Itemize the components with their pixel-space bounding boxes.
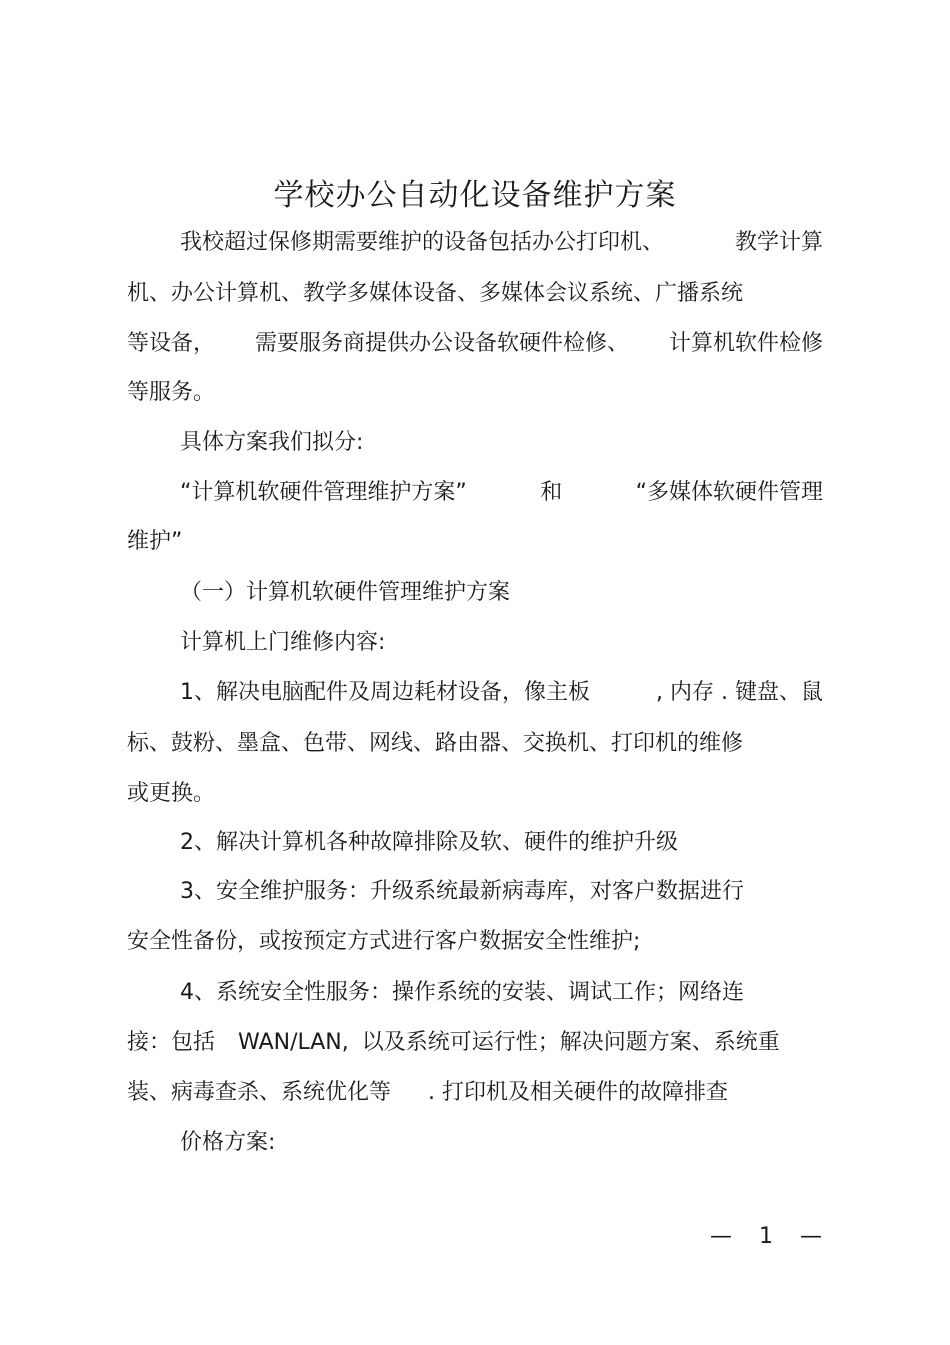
paragraph-plan-intro: 具体方案我们拟分:	[180, 430, 364, 455]
section-heading-1: （一）计算机软硬件管理维护方案	[180, 580, 511, 605]
paragraph-intro-line-2: 机、办公计算机、教学多媒体设备、多媒体会议系统、广播系统	[127, 281, 744, 306]
text-segment: . 打印机及相关硬件的故障排查	[428, 1080, 729, 1105]
text-segment: 需要服务商提供办公设备软硬件检修、	[254, 331, 629, 356]
text-segment: 装、病毒查杀、系统优化等	[127, 1080, 392, 1105]
text-segment: “多媒体软硬件管理	[635, 480, 823, 505]
item-3-line-1: 3、安全维护服务：升级系统最新病毒库，对客户数据进行	[180, 879, 744, 904]
paragraph-plan-names-line-1	[180, 478, 823, 508]
item-2: 2、解决计算机各种故障排除及软、硬件的维护升级	[180, 830, 678, 855]
page-number: — 1 —	[710, 1224, 832, 1249]
paragraph-intro-line-4: 等服务。	[127, 380, 216, 405]
text-segment: “计算机软硬件管理维护方案”	[180, 480, 467, 505]
text-segment: 教学计算	[734, 230, 823, 255]
text-segment: 计算机软件检修	[668, 331, 823, 356]
text-segment: WAN/LAN,	[238, 1030, 349, 1055]
text-segment: , 内存 . 键盘、鼠	[656, 680, 823, 705]
paragraph-plan-names-line-2: 维护”	[127, 529, 183, 554]
text-segment: 以及系统可运行性；解决问题方案、系统重	[361, 1030, 780, 1055]
paragraph-intro-line-1	[180, 228, 823, 258]
text-segment: 和	[540, 480, 563, 505]
item-1-line-3: 或更换。	[127, 781, 216, 806]
document-title: 学校办公自动化设备维护方案	[273, 178, 677, 213]
paragraph-pricing: 价格方案:	[180, 1130, 276, 1155]
item-4-line-2	[127, 1028, 823, 1058]
text-segment: 1、解决电脑配件及周边耗材设备，像主板	[180, 680, 590, 705]
paragraph-intro-line-3	[127, 329, 823, 359]
item-4-line-3	[127, 1078, 823, 1108]
item-4-line-1: 4、系统安全性服务：操作系统的安装、调试工作；网络连	[180, 980, 744, 1005]
item-1-line-1	[180, 678, 823, 708]
item-1-line-2: 标、鼓粉、墨盒、色带、网线、路由器、交换机、打印机的维修	[127, 731, 744, 756]
paragraph-repair-content: 计算机上门维修内容:	[180, 630, 386, 655]
text-segment: 接：包括	[127, 1030, 216, 1055]
text-segment: 我校超过保修期需要维护的设备包括办公打印机、	[180, 230, 665, 255]
item-3-line-2: 安全性备份，或按预定方式进行客户数据安全性维护;	[127, 929, 641, 954]
text-segment: 等设备，	[127, 331, 216, 356]
